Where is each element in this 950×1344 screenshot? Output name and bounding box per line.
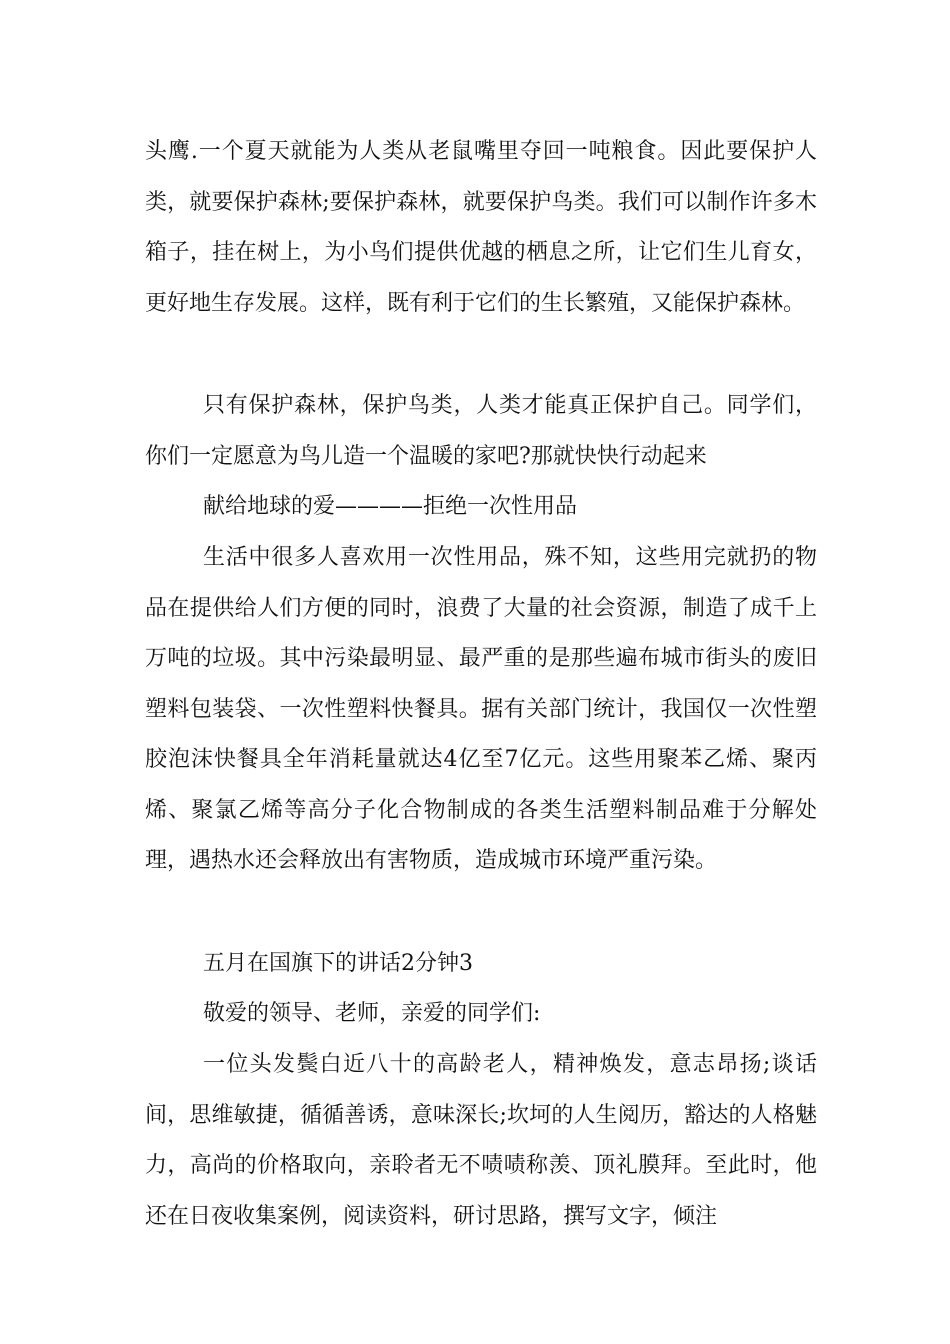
paragraph-disposable-goods: 生活中很多人喜欢用一次性用品，殊不知，这些用完就扔的物品在提供给人们方便的同时，浪费了大量的社会资源，制造了成千上万吨的垃圾。其中污染最明显、最严重的是那些遍布城市街头的废旧塑料包装袋、一次性塑料快餐具。据有关部门统计，我国仅一次性塑胶泡沫快餐具全年消耗量就达4亿至7亿元。这些用聚苯乙烯、聚丙烯、聚氯乙烯等高分子化合物制成的各类生活塑料制品难于分解处理，遇热水还会释放出有害物质，造成城市环境严重污染。	[145, 545, 817, 873]
paragraph-elderly-man: 一位头发鬓白近八十的高龄老人，精神焕发，意志昂扬;谈话间，思维敏捷，循循善诱，意味深长;坎坷的人生阅历，豁达的人格魅力，高尚的价格取向，亲聆者无不啧啧称羡、顶礼膜拜。至此时，他还在日夜收集案例，阅读资料，研讨思路，撰写文字，倾注	[145, 1052, 817, 1229]
speech-greeting: 敬爱的领导、老师，亲爱的同学们:	[203, 1001, 541, 1026]
section-title-earth-love: 献给地球的爱————拒绝一次性用品	[203, 494, 578, 519]
paragraph-protect-forest: 只有保护森林，保护鸟类，人类才能真正保护自己。同学们，你们一定愿意为鸟儿造一个温暖的家吧?那就快快行动起来	[145, 393, 817, 469]
paragraph-forest-birds: 头鹰.一个夏天就能为人类从老鼠嘴里夺回一吨粮食。因此要保护人类，就要保护森林;要保护森林，就要保护鸟类。我们可以制作许多木箱子，挂在树上，为小鸟们提供优越的栖息之所，让它们生儿育女，更好地生存发展。这样，既有利于它们的生长繁殖，又能保护森林。	[145, 139, 817, 316]
section-title-speech: 五月在国旗下的讲话2分钟3	[203, 951, 473, 976]
